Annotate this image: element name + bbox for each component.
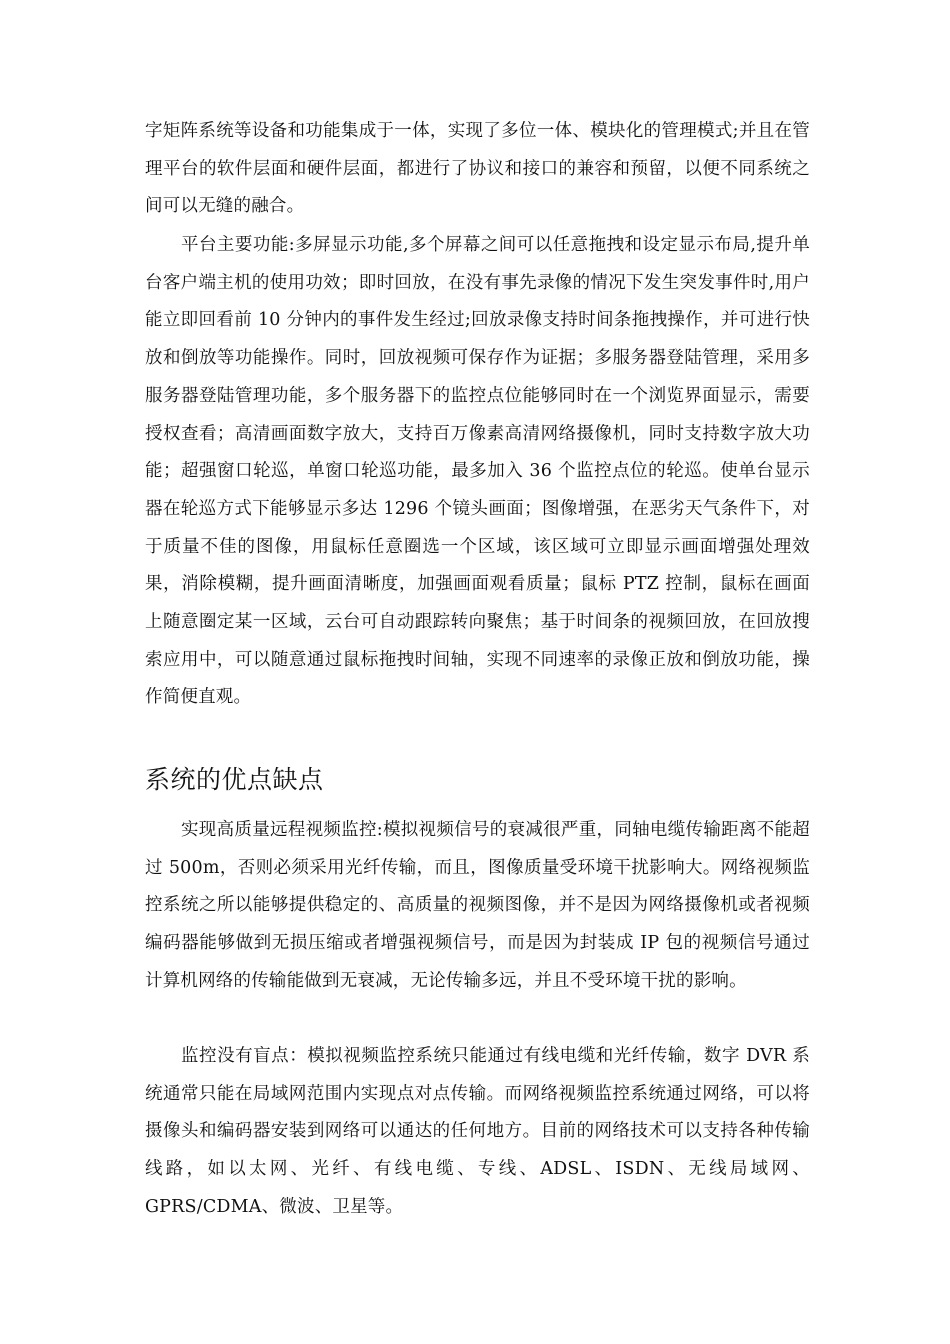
body-paragraph: 平台主要功能:多屏显示功能,多个屏幕之间可以任意拖拽和设定显示布局,提升单台客户端主机的使用功效；即时回放，在没有事先录像的情况下发生突发事件时,用户能立即回看前 10 分钟内的事件发生经过;回放录像支持时间条拖拽操作，并可进行快放和倒放等功能操作。同时，回放视频可保存作为证据；多服务器登陆管理，采用多服务器登陆管理功能，多个服务器下的监控点位能够同时在一个浏览界面显示，需要授权查看；高清画面数字放大，支持百万像素高清网络摄像机，同时支持数字放大功能；超强窗口轮巡，单窗口轮巡功能，最多加入 36 个监控点位的轮巡。使单台显示器在轮巡方式下能够显示多达 1296 个镜头画面；图像增强，在恶劣天气条件下，对于质量不佳的图像，用鼠标任意圈选一个区域，该区域可立即显示画面增强处理效果，消除模糊，提升画面清晰度，加强画面观看质量；鼠标 PTZ 控制，鼠标在画面上随意圈定某一区域，云台可自动跟踪转向聚焦；基于时间条的视频回放，在回放搜索应用中，可以随意通过鼠标拖拽时间轴，实现不同速率的录像正放和倒放功能，操作简便直观。 bbox=[145, 235, 810, 708]
body-paragraph: 实现高质量远程视频监控:模拟视频信号的衰减很严重，同轴电缆传输距离不能超过 500m，否则必须采用光纤传输，而且，图像质量受环境干扰影响大。网络视频监控系统之所以能够提供稳定的、高质量的视频图像，并不是因为网络摄像机或者视频编码器能够做到无损压缩或者增强视频信号，而是因为封装成 IP 包的视频信号通过计算机网络的传输能做到无衰减，无论传输多远，并且不受环境干扰的影响。 bbox=[145, 820, 810, 991]
section-heading: 系统的优点缺点 bbox=[145, 765, 324, 794]
body-paragraph: 字矩阵系统等设备和功能集成于一体，实现了多位一体、模块化的管理模式;并且在管理平台的软件层面和硬件层面，都进行了协议和接口的兼容和预留，以便不同系统之间可以无缝的融合。 bbox=[145, 121, 810, 217]
body-paragraph: 监控没有盲点：模拟视频监控系统只能通过有线电缆和光纤传输，数字 DVR 系统通常只能在局域网范围内实现点对点传输。而网络视频监控系统通过网络，可以将摄像头和编码器安装到网络可以通达的任何地方。目前的网络技术可以支持各种传输线路，如以太网、光纤、有线电缆、专线、ADSL、ISDN、无线局域网、 GPRS/CDMA、微波、卫星等。 bbox=[145, 1046, 810, 1217]
